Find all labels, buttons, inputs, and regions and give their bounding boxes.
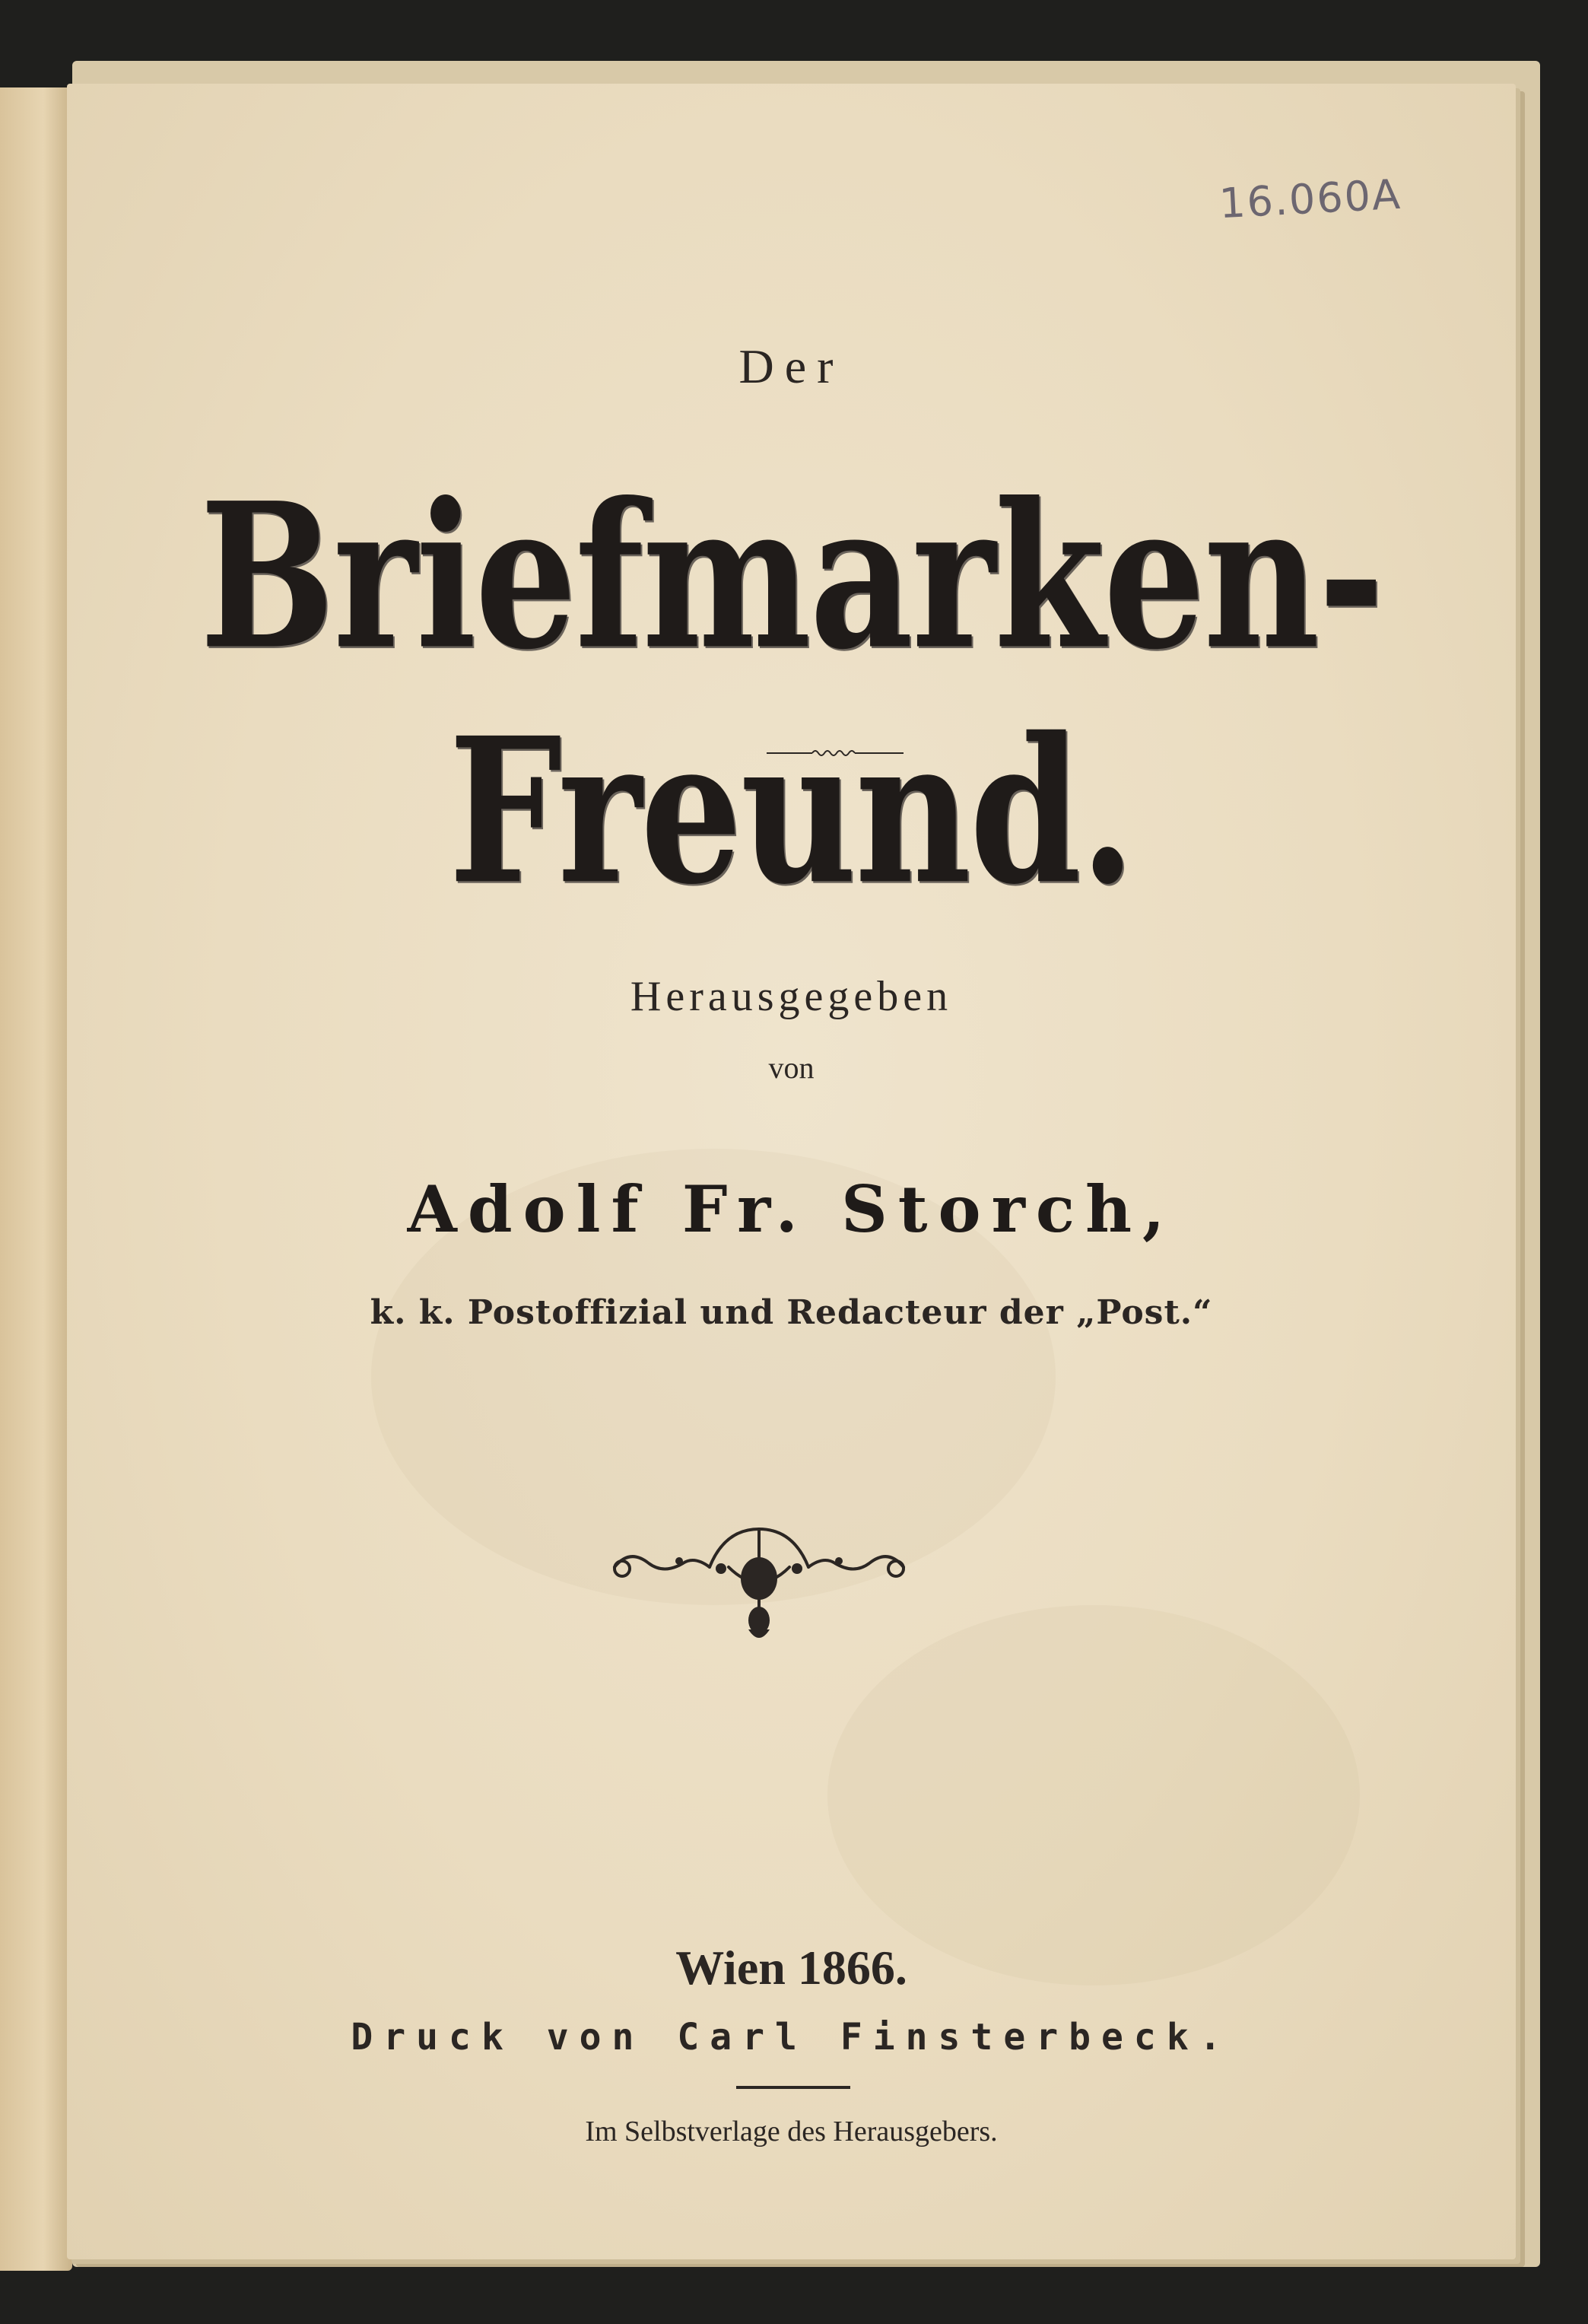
place-and-year: Wien 1866.: [675, 1941, 907, 1995]
pencil-shelfmark: 16.060A: [1218, 170, 1403, 228]
publisher-line: Im Selbstverlage des Herausgebers.: [585, 2116, 998, 2148]
edited-by-label: Herausgegeben: [630, 973, 953, 1020]
author-affiliation: k. k. Postoffizial und Redacteur der „Post.“: [370, 1293, 1213, 1332]
title-article: Der: [738, 339, 844, 393]
paper-stain: [827, 1605, 1360, 1985]
floral-vignette-ornament: [599, 1521, 919, 1651]
printer-line: Druck von Carl Finsterbeck.: [351, 2016, 1232, 2059]
facing-page-edge: [0, 87, 72, 2271]
main-title: Briefmarken-Freund.: [199, 459, 1383, 929]
title-page: [67, 84, 1516, 2259]
wavy-rule-ornament: [767, 744, 904, 762]
author-name: Adolf Fr. Storch,: [407, 1172, 1176, 1247]
divider-rule: [736, 2086, 850, 2089]
by-label: von: [768, 1051, 815, 1085]
